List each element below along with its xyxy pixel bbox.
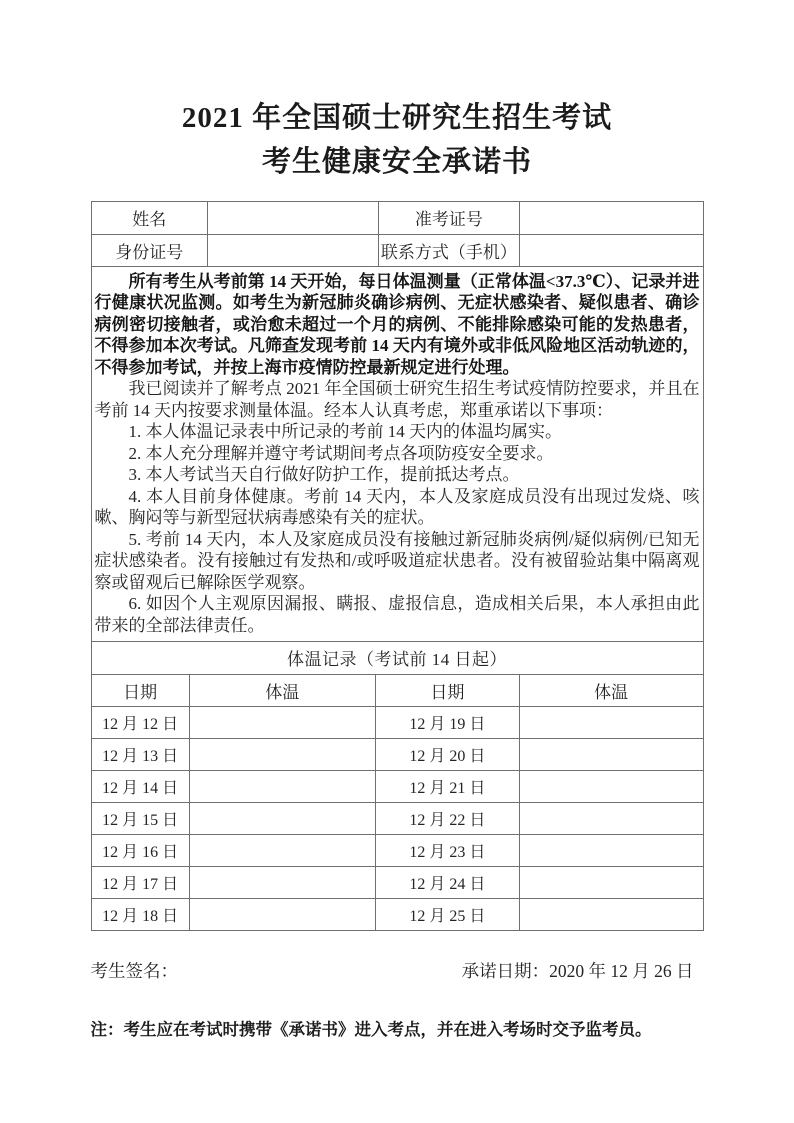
date-cell: 12 月 21 日 (376, 770, 520, 802)
temp-value-cell (189, 738, 375, 770)
info-row-id (92, 234, 703, 266)
commitment-item-2: 2. 本人充分理解并遵守考试期间考点各项防疫安全要求。 (128, 443, 554, 463)
date-cell: 12 月 24 日 (376, 866, 520, 898)
temp-value-cell (519, 738, 702, 770)
temp-value-cell (519, 802, 702, 834)
id-number-value-cell (208, 234, 379, 266)
temp-value-cell (189, 866, 375, 898)
phone-value-cell (519, 234, 702, 266)
date-cell: 12 月 25 日 (376, 898, 520, 930)
promise-date-label: 承诺日期： (461, 961, 550, 981)
temp-value-cell (519, 834, 702, 866)
date-cell: 12 月 23 日 (376, 834, 520, 866)
date-cell: 12 月 16 日 (92, 834, 190, 866)
temp-value-cell (519, 866, 702, 898)
name-value-cell (208, 202, 379, 234)
temp-value-cell (189, 770, 375, 802)
commitment-item-3: 3. 本人考试当天自行做好防护工作，提前抵达考点。 (128, 465, 520, 484)
candidate-info-table (92, 202, 703, 267)
document-title-line2: 考生健康安全承诺书 (261, 146, 532, 178)
temperature-row (92, 866, 703, 898)
name-label: 姓名 (92, 202, 208, 234)
notice-intro-paragraph: 我已阅读并了解考点 2021 年全国硕士研究生招生考试疫情防控要求，并且在考前 14 天内按要求测量体温。经本人认真考虑，郑重承诺以下事项： (94, 379, 700, 420)
temp-value-cell (519, 706, 702, 738)
temp-value-cell (189, 834, 375, 866)
date-cell: 12 月 20 日 (376, 738, 520, 770)
notice-bold-paragraph: 所有考生从考前第 14 天开始，每日体温测量（正常体温<37.3℃）、记录并进行健康状况监测。如考生为新冠肺炎确诊病例、无症状感染者、疑似患者、确诊病例密切接触者，或治愈未超过一个月的病例、不能排除感染可能的发热患者，不得参加本次考试。凡筛查发现考前 14 天内有境外或非低风险地区活动轨迹的，不得参加考试，并按上海市疫情防控最新规定进行处理。 (94, 271, 700, 377)
temperature-section-title-row (92, 642, 703, 674)
temperature-row (92, 802, 703, 834)
date-cell: 12 月 12 日 (92, 706, 190, 738)
temperature-row (92, 738, 703, 770)
phone-label: 联系方式（手机） (379, 234, 520, 266)
temperature-record-table (92, 642, 703, 930)
temp-value-cell (189, 802, 375, 834)
admission-ticket-label: 准考证号 (379, 202, 520, 234)
signature-row (91, 958, 704, 983)
temperature-row (92, 770, 703, 802)
date-cell: 12 月 22 日 (376, 802, 520, 834)
commitment-item-6: 6. 如因个人主观原因漏报、瞒报、虚报信息，造成相关后果，本人承担由此带来的全部法律责任。 (94, 594, 700, 635)
info-row-name (92, 202, 703, 234)
notice-text-block (92, 267, 703, 643)
commitment-item-4: 4. 本人目前身体健康。考前 14 天内，本人及家庭成员没有出现过发烧、咳嗽、胸闷等与新型冠状病毒感染有关的症状。 (94, 486, 700, 527)
date-column-header-1: 日期 (92, 674, 190, 706)
promise-date-value: 2020 年 12 月 26 日 (549, 961, 694, 981)
temperature-row (92, 834, 703, 866)
commitment-item-5: 5. 考前 14 天内，本人及家庭成员没有接触过新冠肺炎病例/疑似病例/已知无症状感染者。没有接触过有发热和/或呼吸道症状患者。没有被留验站集中隔离观察或留观后已解除医学观察。 (94, 529, 700, 592)
date-cell: 12 月 13 日 (92, 738, 190, 770)
temperature-row (92, 706, 703, 738)
footer-note: 注：考生应在考试时携带《承诺书》进入考点，并在进入考场时交予监考员。 (90, 1020, 652, 1039)
commitment-form (91, 201, 704, 931)
document-title (91, 96, 704, 184)
commitment-item-1: 1. 本人体温记录表中所记录的考前 14 天内的体温均属实。 (128, 422, 562, 441)
date-column-header-2: 日期 (376, 674, 520, 706)
temp-column-header-1: 体温 (189, 674, 375, 706)
date-cell: 12 月 19 日 (376, 706, 520, 738)
temp-value-cell (519, 770, 702, 802)
document-content (91, 96, 704, 1040)
temp-value-cell (189, 898, 375, 930)
candidate-signature-label: 考生签名： (90, 961, 178, 981)
temp-column-header-2: 体温 (519, 674, 702, 706)
temp-value-cell (189, 706, 375, 738)
id-number-label: 身份证号 (92, 234, 208, 266)
temperature-header-row (92, 674, 703, 706)
temperature-row (92, 898, 703, 930)
date-cell: 12 月 15 日 (92, 802, 190, 834)
temperature-section-title: 体温记录（考试前 14 日起） (92, 642, 703, 674)
date-cell: 12 月 14 日 (92, 770, 190, 802)
document-title-line1: 2021 年全国硕士研究生招生考试 (181, 102, 613, 134)
date-cell: 12 月 17 日 (92, 866, 190, 898)
admission-ticket-value-cell (519, 202, 702, 234)
temp-value-cell (519, 898, 702, 930)
date-cell: 12 月 18 日 (92, 898, 190, 930)
promise-date (462, 958, 694, 983)
